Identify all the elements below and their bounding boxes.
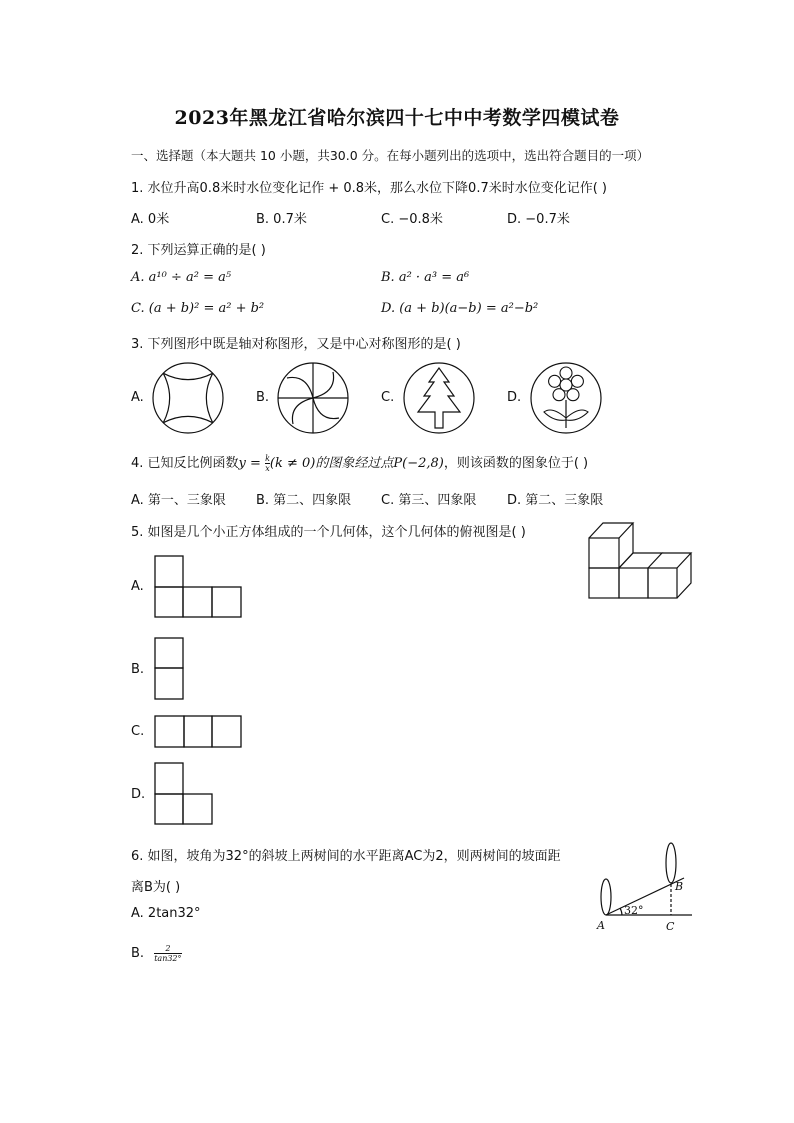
question-2-option-a[interactable]: A. a¹⁰ ÷ a² = a⁵ xyxy=(131,270,232,285)
figure-6-point-b-label: B xyxy=(675,880,684,893)
question-1-option-d[interactable]: D. −0.7米 xyxy=(507,212,570,227)
question-3-option-c[interactable]: C. xyxy=(381,390,395,405)
question-3-stem: 3. 下列图形中既是轴对称图形，又是中心对称图形的是( ) xyxy=(131,337,461,352)
figure-3a-arcs-circle xyxy=(152,362,224,434)
question-2-option-b[interactable]: B. a² · a³ = a⁶ xyxy=(381,270,470,285)
question-3-option-d[interactable]: D. xyxy=(507,390,522,405)
question-4-stem xyxy=(131,452,588,473)
figure-5c-top-view xyxy=(154,715,244,749)
question-4-function-lhs: y = xyxy=(238,456,261,471)
question-1-option-a[interactable]: A. 0米 xyxy=(131,212,170,227)
question-5-option-c[interactable]: C. xyxy=(131,724,145,739)
question-2-option-d[interactable]: D. (a + b)(a−b) = a²−b² xyxy=(381,301,539,316)
question-6-stem-line-1: 6. 如图，坡角为32°的斜坡上两树间的水平距离AC为2，则两树间的坡面距 xyxy=(131,849,561,864)
question-2-option-c[interactable]: C. (a + b)² = a² + b² xyxy=(131,301,265,316)
question-2-stem: 2. 下列运算正确的是( ) xyxy=(131,243,266,258)
question-4-option-b[interactable]: B. 第二、四象限 xyxy=(256,493,352,508)
question-6-option-b-fraction xyxy=(154,944,181,963)
question-3-option-b[interactable]: B. xyxy=(256,390,270,405)
question-5-option-b[interactable]: B. xyxy=(131,662,145,677)
figure-6-slope-trees xyxy=(596,838,696,938)
question-4-option-a[interactable]: A. 第一、三象限 xyxy=(131,493,226,508)
question-1-option-b[interactable]: B. 0.7米 xyxy=(256,212,307,227)
figure-5d-top-view xyxy=(154,762,216,826)
figure-6-angle-label: 32° xyxy=(624,904,644,917)
section-heading: 一、选择题（本大题共 10 小题，共30.0 分。在每小题列出的选项中，选出符合题目的一项） xyxy=(131,148,650,163)
figure-6-point-c-label: C xyxy=(666,920,675,933)
question-6-option-b-label: B. xyxy=(131,946,145,961)
question-5-option-a[interactable]: A. xyxy=(131,579,144,594)
figure-3d-flower-circle xyxy=(530,362,602,434)
question-4-option-c[interactable]: C. 第三、四象限 xyxy=(381,493,477,508)
question-6-stem-line-2: 离B为( ) xyxy=(131,880,181,895)
figure-6-point-a-label: A xyxy=(597,919,605,932)
question-4-stem-text-1: 4. 已知反比例函数 xyxy=(131,456,239,471)
page-title: 2023年黑龙江省哈尔滨四十七中中考数学四模试卷 xyxy=(174,107,620,129)
question-4-stem-text-3: ，则该函数的图象位于( ) xyxy=(443,456,589,471)
figure-3b-pinwheel-circle xyxy=(277,362,349,434)
question-4-point: P(−2,8) xyxy=(393,456,444,471)
question-1-stem: 1. 水位升高0.8米时水位变化记作 + 0.8米，那么水位下降0.7米时水位变化记作( ) xyxy=(131,181,607,196)
figure-5-cube-solid xyxy=(586,520,696,602)
question-5-option-d[interactable]: D. xyxy=(131,787,146,802)
question-3-option-a[interactable]: A. xyxy=(131,390,144,405)
question-6-option-a[interactable]: A. 2tan32° xyxy=(131,906,201,921)
question-4-stem-text-2: (k ≠ 0)的图象经过点 xyxy=(269,456,394,471)
fraction-denominator: tan32° xyxy=(154,954,182,963)
question-4-option-d[interactable]: D. 第二、三象限 xyxy=(507,493,604,508)
fraction-numerator: 2 xyxy=(165,944,171,953)
question-1-option-c[interactable]: C. −0.8米 xyxy=(381,212,443,227)
fraction-numerator: k xyxy=(265,454,270,463)
question-6-option-b[interactable] xyxy=(131,944,182,963)
figure-3c-tree-circle xyxy=(403,362,475,434)
fraction-denominator: x xyxy=(265,464,270,473)
figure-5a-top-view xyxy=(154,555,244,619)
figure-5b-top-view xyxy=(154,637,186,701)
question-5-stem: 5. 如图是几个小正方体组成的一个几何体，这个几何体的俯视图是( ) xyxy=(131,525,526,540)
